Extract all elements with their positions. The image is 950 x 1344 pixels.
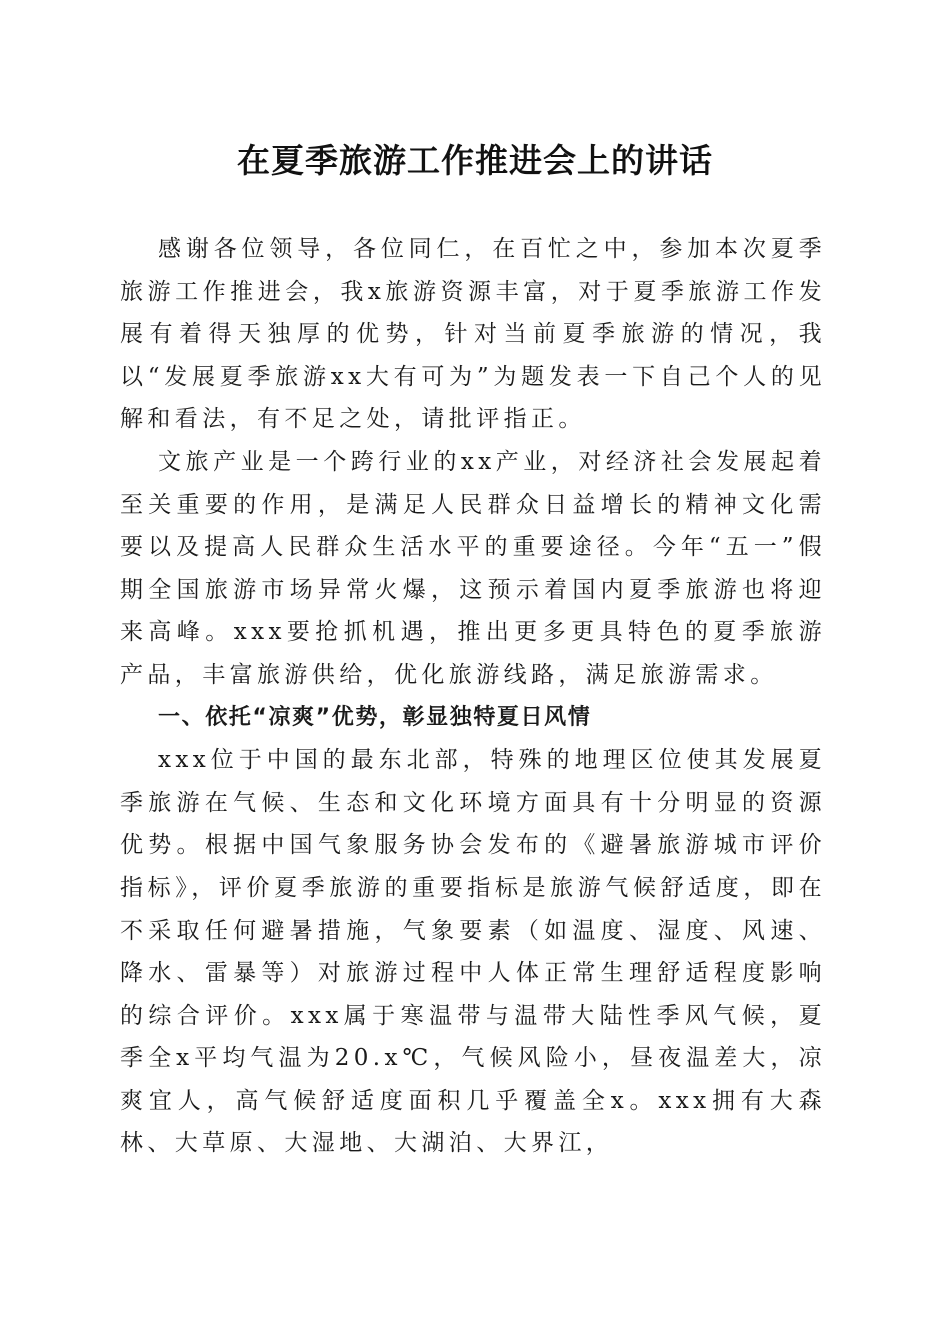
document-body (120, 228, 826, 1165)
paragraph-intro: 感谢各位领导，各位同仁，在百忙之中，参加本次夏季旅游工作推进会，我x旅游资源丰富，对于夏季旅游工作发展有着得天独厚的优势，针对当前夏季旅游的情况，我以“发展夏季旅游xx大有可为”为题发表一下自己个人的见解和看法，有不足之处，请批评指正。 (120, 236, 826, 433)
section-heading: 一、依托“凉爽”优势，彰显独特夏日风情 (158, 704, 592, 730)
paragraph-industry: 文旅产业是一个跨行业的xx产业，对经济社会发展起着至关重要的作用，是满足人民群众日益增长的精神文化需要以及提高人民群众生活水平的重要途径。今年“五一”假期全国旅游市场异常火爆，这预示着国内夏季旅游也将迎来高峰。xxx要抢抓机遇，推出更多更具特色的夏季旅游产品，丰富旅游供给，优化旅游线路，满足旅游需求。 (120, 448, 826, 688)
document-title: 在夏季旅游工作推进会上的讲话 (237, 141, 713, 180)
paragraph-climate: xxx位于中国的最东北部，特殊的地理区位使其发展夏季旅游在气候、生态和文化环境方面具有十分明显的资源优势。根据中国气象服务协会发布的《避暑旅游城市评价指标》，评价夏季旅游的重要指标是旅游气候舒适度，即在不采取任何避暑措施，气象要素（如温度、湿度、风速、降水、雷暴等）对旅游过程中人体正常生理舒适程度影响的综合评价。xxx属于寒温带与温带大陆性季风气候，夏季全x平均气温为20.x℃，气候风险小，昼夜温差大，凉爽宜人，高气候舒适度面积几乎覆盖全x。xxx拥有大森林、大草原、大湿地、大湖泊、大界江， (120, 747, 826, 1157)
